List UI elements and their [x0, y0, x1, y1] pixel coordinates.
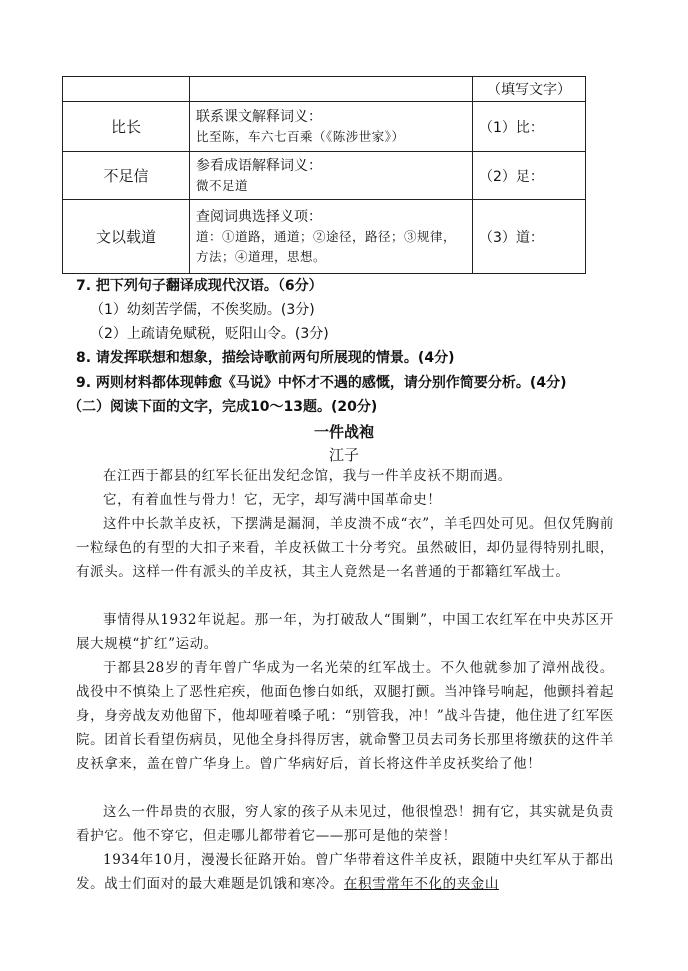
row-word: 比长: [63, 102, 190, 152]
header-note: （填写文字）: [473, 77, 586, 102]
question-8: 8. 请发挥联想和想象，描绘诗歌前两句所展现的情景。(4分): [76, 350, 455, 366]
row-method-cell: [190, 152, 473, 200]
article-paragraph: [76, 848, 614, 896]
question-9: 9. 两则材料都体现韩愈《马说》中怀才不遇的感慨，请分别作简要分析。(4分): [76, 375, 567, 391]
vocab-table: [62, 76, 586, 274]
question-7-sentence-2: （2）上疏请免赋税，贬阳山令。(3分): [90, 326, 329, 342]
article-paragraph: 在江西于都县的红军长征出发纪念馆，我与一件羊皮袄不期而遇。: [103, 468, 512, 484]
row-example: 微不足道: [196, 177, 249, 193]
table-row: [63, 102, 586, 152]
row-method: 查阅词典选择义项：: [196, 208, 322, 225]
article-paragraph: 于都县28岁的青年曾广华成为一名光荣的红军战士。不久他就参加了漳州战役。战役中不慎染上了恶性疟疾，他面色惨白如纸，双腿打颤。当冲锋号响起，他颤抖着起身，身旁战友劝他留下，他却哑着嗓子吼：“别管我，冲！”战斗告捷，他住进了红军医院。团首长看望伤病员，见他全身抖得厉害，就命警卫员去司务长那里将缴获的这件羊皮袄拿来，盖在曾广华身上。曾广华病好后，首长将这件羊皮袄奖给了他！: [76, 660, 614, 772]
article-title: 一件战袍: [313, 423, 374, 441]
row-example: 道：①道路，通道；②途径，路径；③规律，方法；④道理，思想。: [196, 228, 457, 264]
article-paragraph: 这么一件昂贵的衣服，穷人家的孩子从未见过，他很惶恐！拥有它，其实就是负责看护它。他不穿它，但走哪儿都带着它——那可是他的荣誉！: [76, 804, 614, 844]
header-cell-empty-1: [63, 77, 190, 102]
article-paragraph: 它，有着血性与骨力！它，无字，却写满中国革命史！: [103, 492, 442, 508]
table-row: [63, 152, 586, 200]
row-answer: （2）足：: [473, 152, 586, 200]
row-answer: （3）道：: [473, 200, 586, 274]
row-method: 参看成语解释词义：: [196, 157, 322, 174]
question-7-title: 7. 把下列句子翻译成现代汉语。（6分）: [76, 278, 323, 294]
underlined-text: 在积雪常年不化的夹金山: [343, 876, 500, 892]
question-7-sentence-1: （1）幼刻苦学儒，不俟奖励。(3分): [90, 302, 315, 318]
row-word: 文以载道: [63, 200, 190, 274]
article-author: 江子: [328, 446, 359, 464]
table-row: [63, 200, 586, 274]
row-word: 不足信: [63, 152, 190, 200]
row-example: 比至陈，车六七百乘（《陈涉世家》）: [196, 128, 405, 144]
paragraph-text: 1934年10月，漫漫长征路开始。曾广华带着这件羊皮袄，跟随中央红军从于都出发。战士们面对的最大难题是饥饿和寒冷。: [76, 852, 614, 892]
section-heading: （二）阅读下面的文字，完成10～13题。(20分): [68, 399, 378, 415]
header-cell-empty-2: [190, 77, 473, 102]
table-header-row: [63, 77, 586, 102]
row-method-cell: [190, 200, 473, 274]
row-answer: （1）比：: [473, 102, 586, 152]
article-paragraph: 事情得从1932年说起。那一年，为打破敌人“围剿”，中国工农红军在中央苏区开展大规模“扩红”运动。: [76, 612, 614, 652]
row-method-cell: [190, 102, 473, 152]
article-paragraph: 这件中长款羊皮袄，下摆满是漏洞，羊皮溃不成“衣”，羊毛四处可见。但仅凭胸前一粒绿色的有型的大扣子来看，羊皮袄做工十分考究。虽然破旧，却仍显得特别扎眼，有派头。这样一件有派头的羊皮袄，其主人竟然是一名普通的于都籍红军战士。: [76, 516, 614, 580]
row-method: 联系课文解释词义：: [196, 108, 322, 125]
